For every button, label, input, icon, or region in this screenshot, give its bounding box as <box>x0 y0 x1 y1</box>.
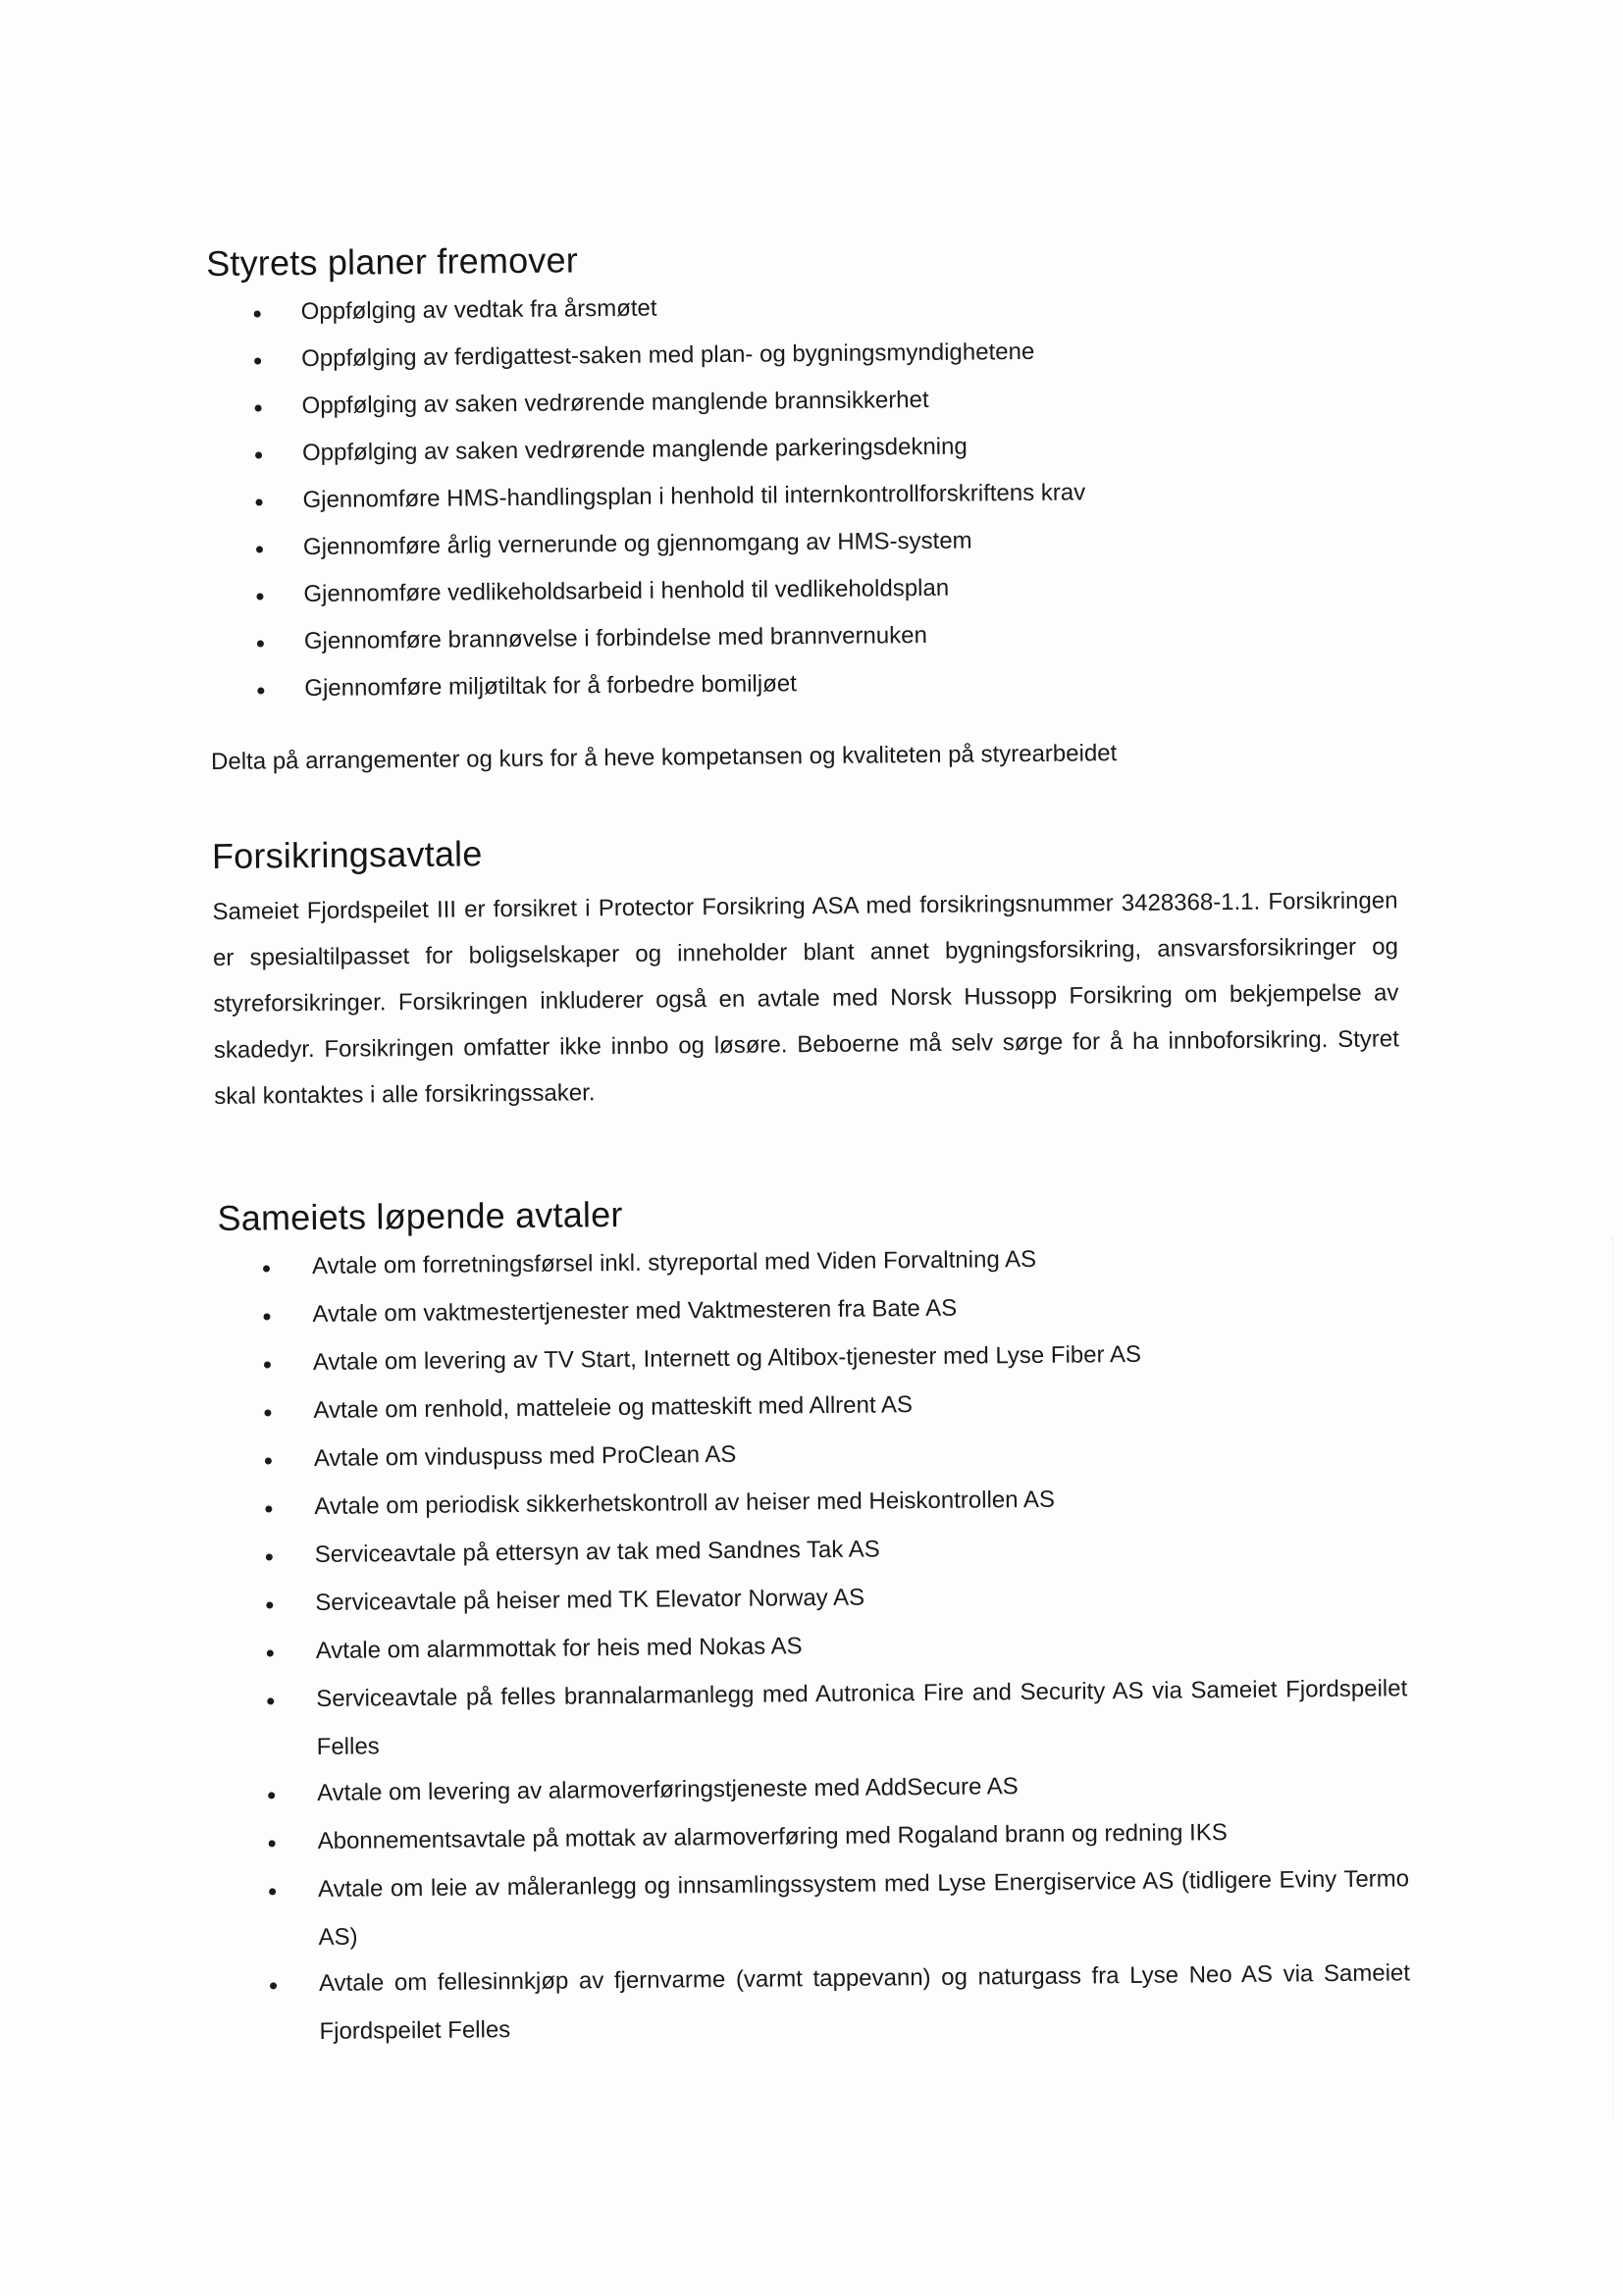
bullet-icon <box>266 1553 273 1560</box>
list-item: Avtale om levering av alarmoverføringstjeneste med AddSecure AS <box>221 1768 1408 1809</box>
list-item: Avtale om levering av TV Start, Internett og Altibox-tjenester med Lyse Fiber AS <box>217 1337 1404 1379</box>
list-item: Gjennomføre miljøtiltak for å forbedre bomiljøet <box>210 663 1397 704</box>
list-item: Avtale om fellesinnkjøp av fjernvarme (varmt tappevann) og naturgass fra Lyse Neo AS via Sameiet Fjordspeilet Felles <box>223 1949 1411 2057</box>
list-item: Avtale om forretningsførsel inkl. styreportal med Viden Forvaltning AS <box>216 1241 1403 1282</box>
plans-list <box>207 287 1398 704</box>
list-item: Oppfølging av saken vedrørende manglende brannsikkerhet <box>207 381 1394 422</box>
bullet-icon <box>267 1649 274 1656</box>
plans-extra-paragraph: Delta på arrangementer og kurs for å heve kompetansen og kvaliteten på styrearbeidet <box>210 740 1118 775</box>
bullet-icon <box>256 498 263 505</box>
bullet-icon <box>257 640 264 647</box>
section-insurance <box>212 824 1402 1120</box>
list-item: Avtale om alarmmottak for heis med Nokas AS <box>220 1626 1407 1667</box>
bullet-icon <box>267 1697 274 1704</box>
bullet-icon <box>254 310 261 317</box>
bullet-icon <box>269 1888 276 1895</box>
list-item: Oppfølging av vedtak fra årsmøtet <box>207 287 1394 328</box>
bullet-icon <box>256 546 263 552</box>
page-content <box>206 232 1411 2064</box>
section-board-plans <box>206 232 1398 777</box>
list-item: Gjennomføre brannøvelse i forbindelse med brannvernuken <box>210 616 1397 657</box>
bullet-icon <box>269 1840 276 1847</box>
section-agreements <box>215 1186 1410 2057</box>
insurance-paragraph: Sameiet Fjordspeilet III er forsikret i Protector Forsikring ASA med forsikringsnummer 3428368-1.1. Forsikringen er spesialtilpasset for boligselskaper og inneholder blant annet bygningsforsikring, ansvarsforsikringer og styreforsikringer. Forsikringen inkluderer også en avtale med Norsk Hussopp Forsikring om bekjempelse av skadedyr. Forsikringen omfatter ikke innbo og løsøre. Beboerne må selv sørge for å ha innboforsikring. Styret skal kontaktes i alle forsikringssaker. <box>212 887 1399 1110</box>
bullet-icon <box>263 1265 270 1272</box>
agreements-list <box>216 1241 1411 2057</box>
list-item: Serviceavtale på heiser med TK Elevator Norway AS <box>219 1578 1406 1619</box>
section-heading: Sameiets løpende avtaler <box>217 1193 623 1238</box>
list-item: Oppfølging av ferdigattest-saken med plan- og bygningsmyndighetene <box>207 334 1394 375</box>
list-item: Avtale om vaktmestertjenester med Vaktmesteren fra Bate AS <box>216 1289 1403 1331</box>
scan-edge-marks <box>1610 1236 1613 2119</box>
list-item: Serviceavtale på ettersyn av tak med Sandnes Tak AS <box>219 1530 1406 1571</box>
list-item: Avtale om vinduspuss med ProClean AS <box>218 1434 1405 1475</box>
list-item: Serviceavtale på felles brannalarmanlegg med Autronica Fire and Security AS via Sameiet Fjordspeilet Felles <box>220 1664 1408 1772</box>
bullet-icon <box>270 1982 277 1989</box>
section-heading: Styrets planer fremover <box>206 239 579 284</box>
section-heading: Forsikringsavtale <box>211 833 483 876</box>
list-item: Avtale om renhold, matteleie og matteskift med Allrent AS <box>217 1385 1404 1427</box>
bullet-icon <box>256 593 263 600</box>
bullet-icon <box>255 451 262 458</box>
bullet-icon <box>265 1457 272 1464</box>
bullet-icon <box>265 1505 272 1512</box>
bullet-icon <box>264 1409 271 1416</box>
bullet-icon <box>257 687 264 694</box>
bullet-icon <box>255 404 262 411</box>
list-item: Abonnementsavtale på mottak av alarmoverføring med Rogaland brann og redning IKS <box>222 1816 1409 1857</box>
list-item: Gjennomføre vedlikeholdsarbeid i henhold til vedlikeholdsplan <box>209 569 1396 610</box>
list-item: Gjennomføre HMS-handlingsplan i henhold til internkontrollforskriftens krav <box>208 475 1395 516</box>
list-item: Avtale om periodisk sikkerhetskontroll av heiser med Heiskontrollen AS <box>218 1482 1405 1523</box>
list-item: Gjennomføre årlig vernerunde og gjennomgang av HMS-system <box>209 522 1396 563</box>
bullet-icon <box>268 1792 275 1799</box>
bullet-icon <box>254 357 261 364</box>
bullet-icon <box>263 1313 270 1320</box>
bullet-icon <box>264 1361 271 1368</box>
bullet-icon <box>266 1601 273 1608</box>
list-item: Oppfølging av saken vedrørende manglende parkeringsdekning <box>208 428 1395 469</box>
list-item: Avtale om leie av måleranlegg og innsamlingssystem med Lyse Energiservice AS (tidligere Eviny Termo AS) <box>222 1854 1410 1962</box>
